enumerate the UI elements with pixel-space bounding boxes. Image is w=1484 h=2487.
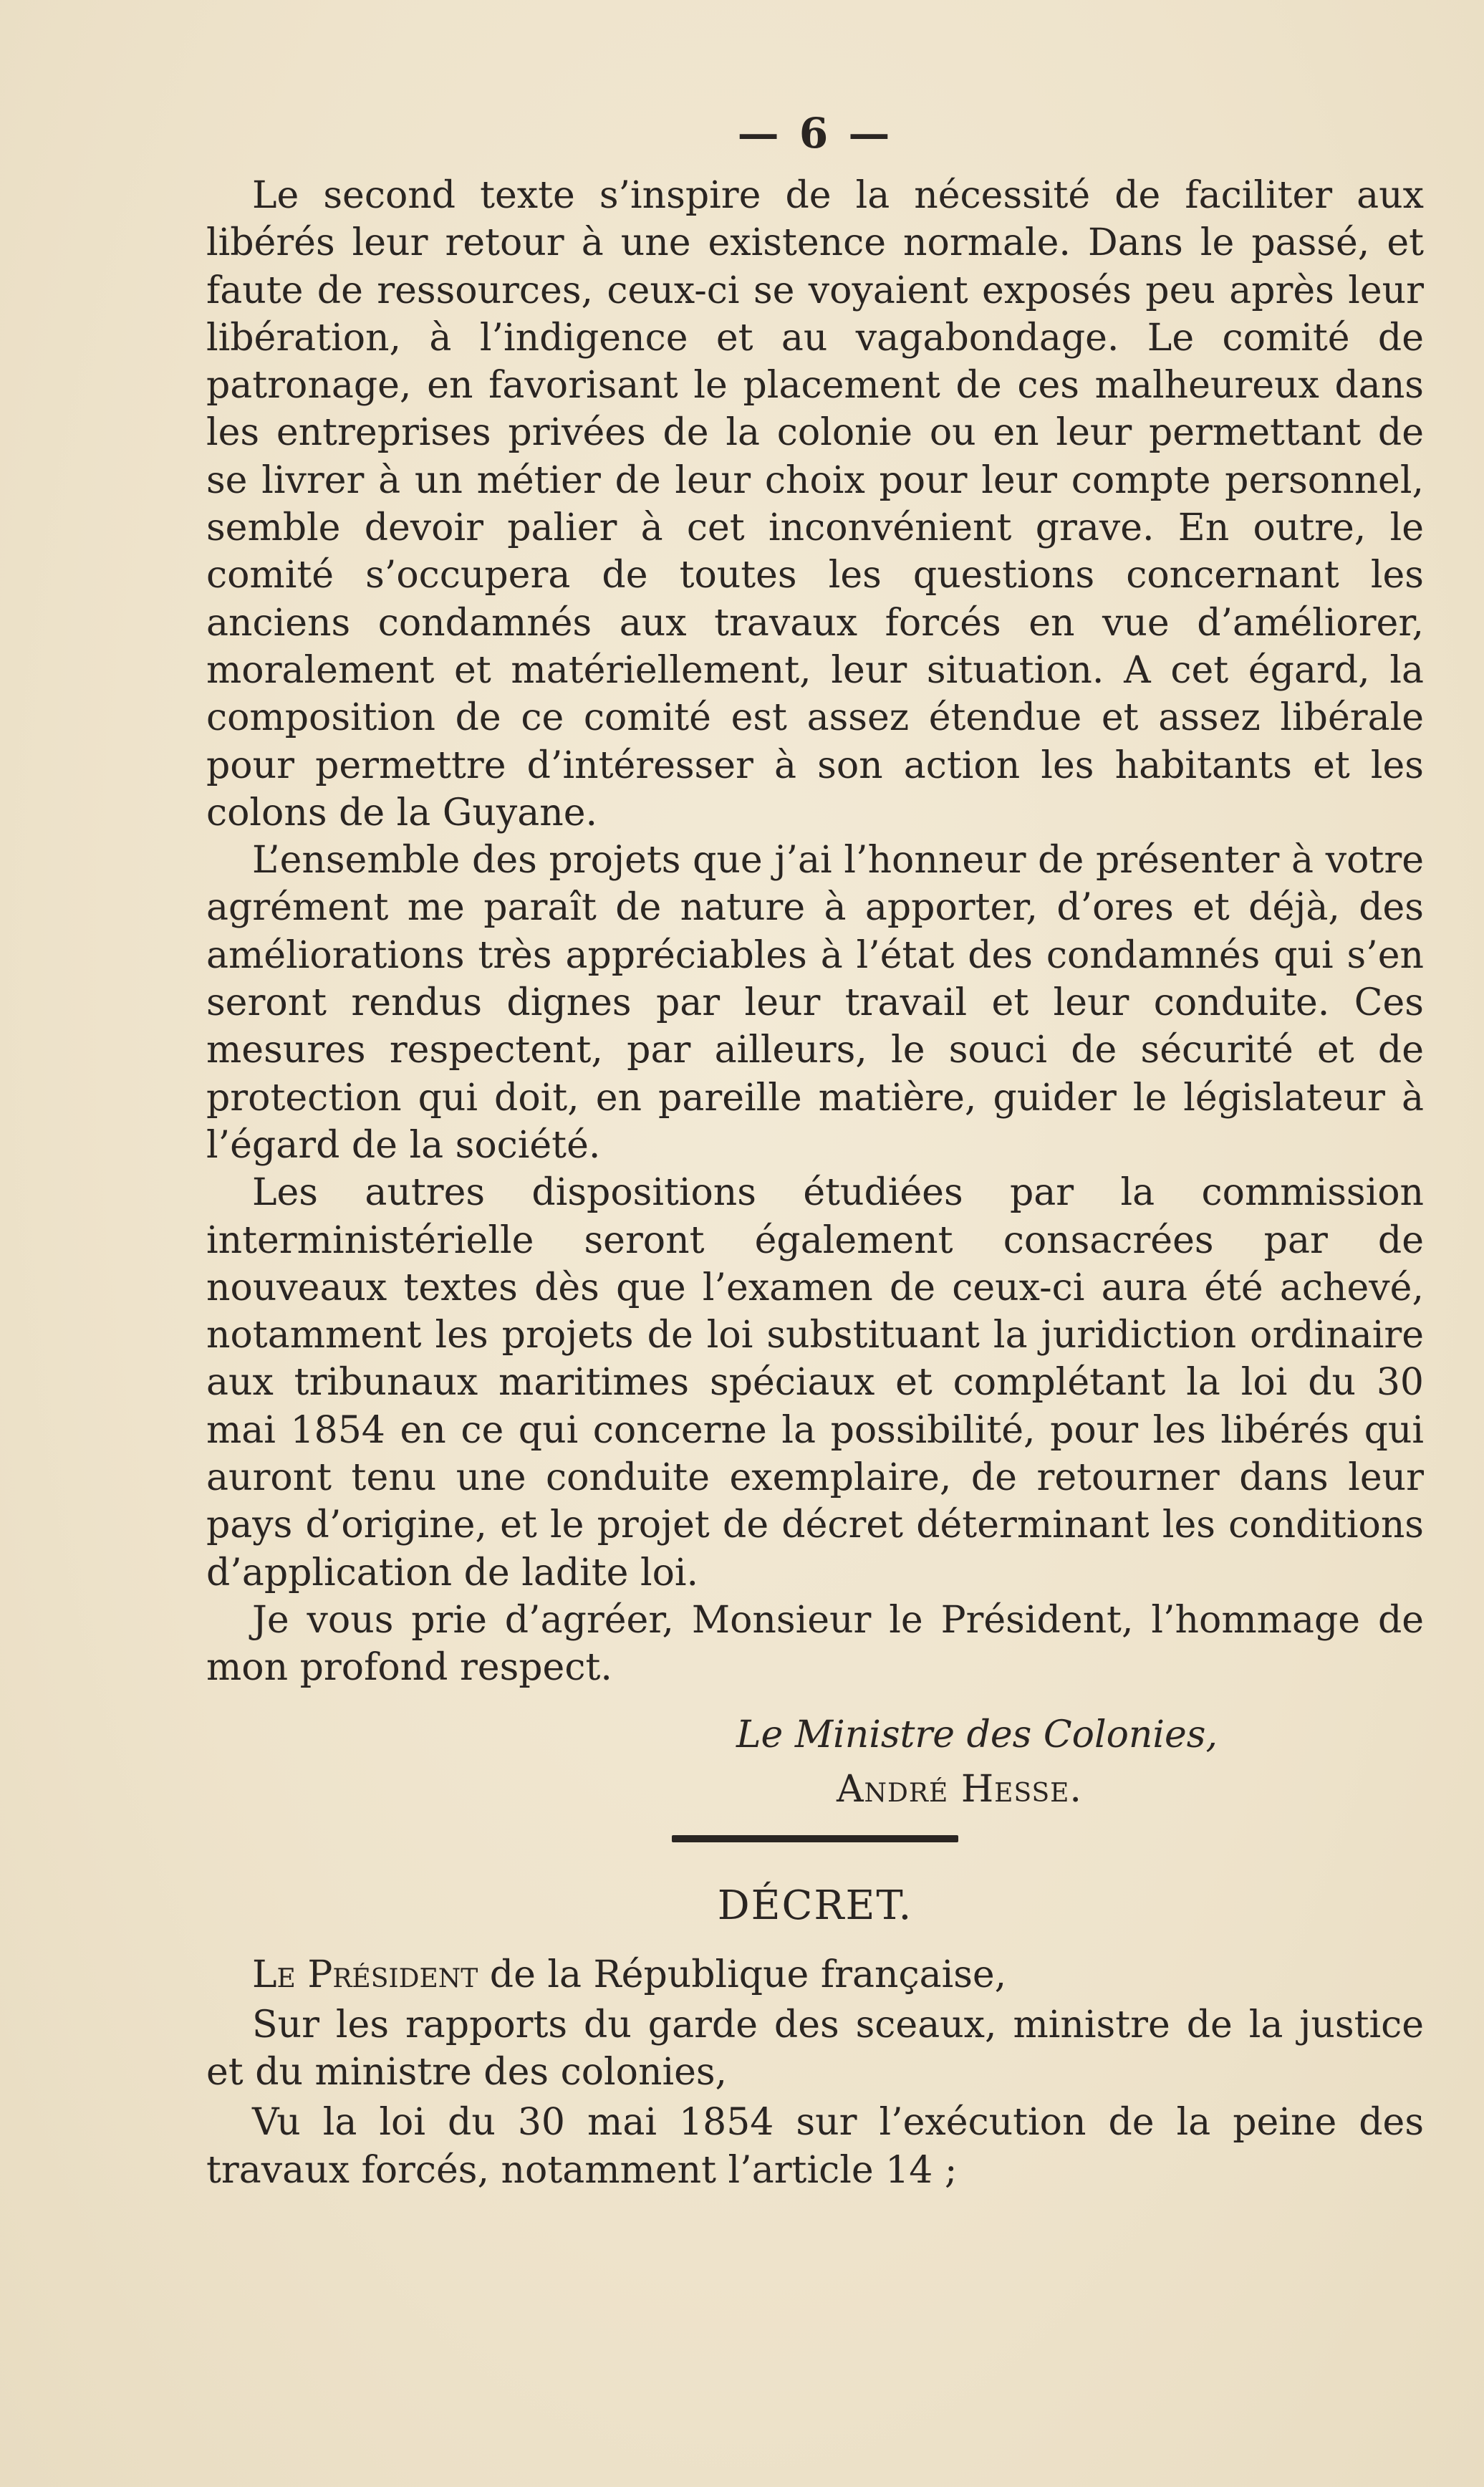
paragraph-projects: L’ensemble des projets que j’ai l’honneur de présenter à votre agrément me paraît de nature à apporter, d’ores et déjà, des améliorations très appréciables à l’état des condamnés qui s’en seront rendus dignes par leur travail et leur conduite. Ces mesures respectent, par ailleurs, le souci de sécurité et de protection qui doit, en pareille matière, guider le législateur à l’égard de la société. [206, 839, 1424, 1167]
paragraph-second-text: Le second texte s’inspire de la nécessité de faciliter aux libérés leur retour à une existence normale. Dans le passé, et faute de ressources, ceux-ci se voyaient exposés peu après leur libération, à l’indigence et au vagabondage. Le comité de patronage, en favorisant le placement de ces malheureux dans les entreprises privées de la colonie ou en leur permettant de se livrer à un métier de leur choix pour leur compte personnel, semble devoir palier à cet inconvénient grave. En outre, le comité s’occupera de toutes les questions concernant les anciens condamnés aux travaux forcés en vue d’améliorer, moralement et matériellement, leur situation. A cet égard, la composition de ce comité est assez étendue et assez libérale pour permettre d’intéresser à son action les habitants et les colons de la Guyane. [206, 174, 1424, 834]
decree-title: DÉCRET. [717, 1882, 913, 1929]
paragraph-other-dispositions: Les autres dispositions étudiées par la commission interministérielle seront également consacrées par de nouveaux textes dès que l’examen de ceux-ci aura été achevé, notamment les projets de loi substituant la juridiction ordinaire aux tribunaux maritimes spéciaux et complétant la loi du 30 mai 1854 en ce qui concerne la possibilité, pour les libérés qui auront tenu une conduite exemplaire, de retourner dans leur pays d’origine, et le projet de décret déterminant les conditions d’application de ladite loi. [206, 1171, 1424, 1594]
decree-item-loi: Vu la loi du 30 mai 1854 sur l’exécution de la peine des travaux forcés, notamment l’article 14 ; [206, 2101, 1424, 2192]
page-number: — 6 — [737, 109, 893, 158]
signature-name: André Hesse. [837, 1767, 1082, 1811]
signature-title: Le Ministre des Colonies, [736, 1713, 1218, 1756]
section-divider [672, 1835, 958, 1842]
text-column [206, 107, 1424, 2197]
decree-president-rest: de la République française, [478, 1953, 1007, 1996]
decree-preamble [206, 1951, 1424, 1998]
closing-salutation: Je vous prie d’agréer, Monsieur le Président, l’hommage de mon profond respect. [206, 1598, 1424, 1690]
decree-item-rapports: Sur les rapports du garde des sceaux, ministre de la justice et du ministre des colonies, [206, 2003, 1424, 2094]
decree-president-caps: Le Président [252, 1953, 478, 1996]
